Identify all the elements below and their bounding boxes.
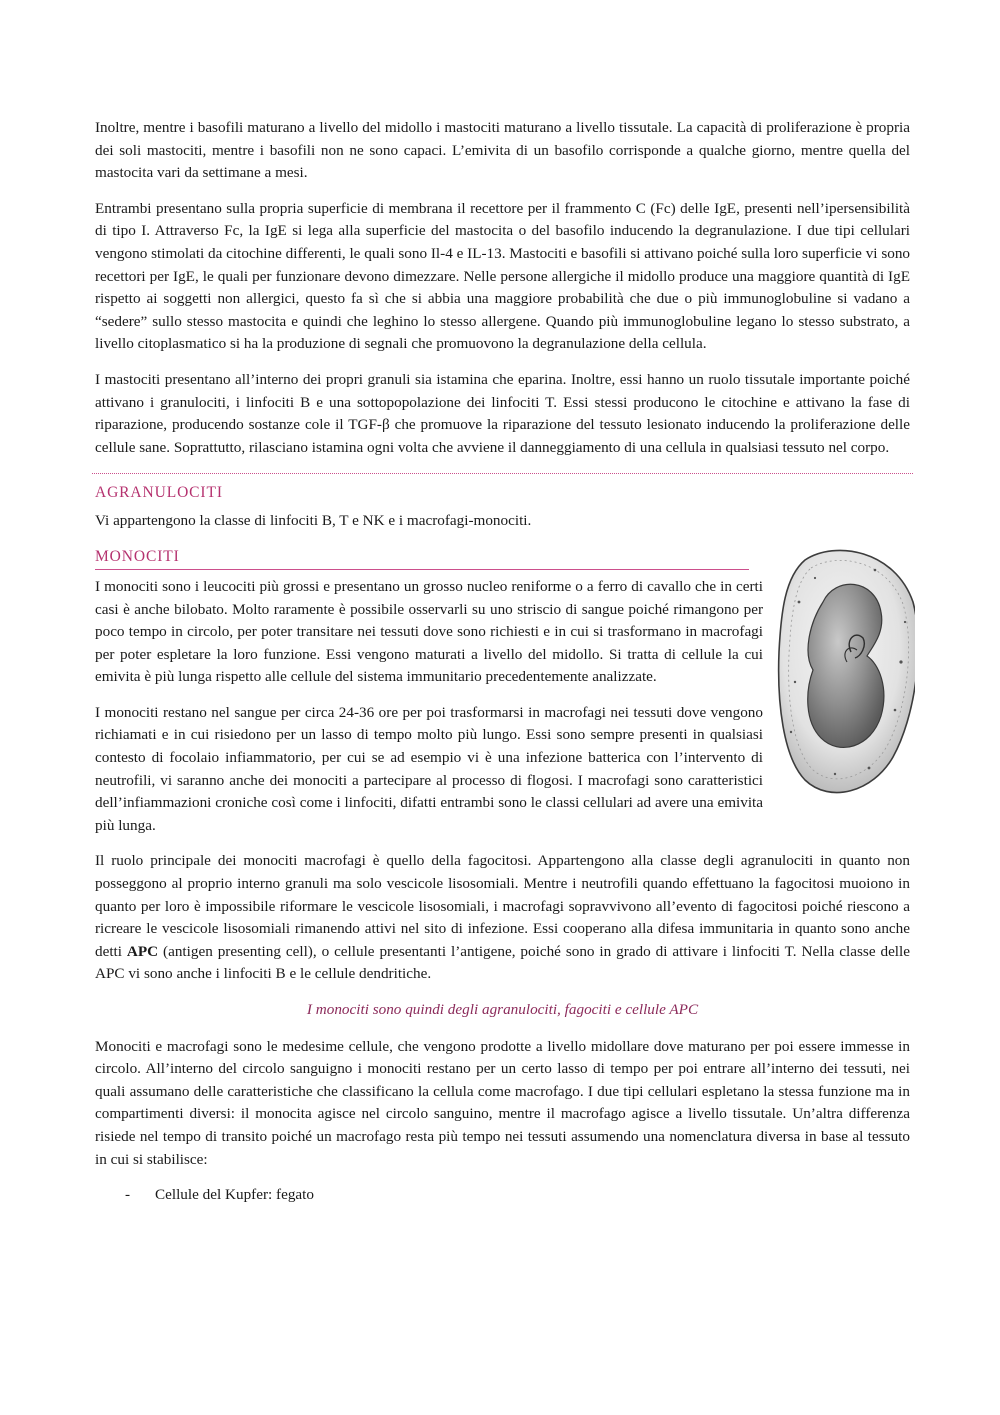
monocyte-illustration-icon (775, 542, 915, 804)
tissue-list (95, 1184, 910, 1207)
paragraph-fagocitosi-text: Il ruolo principale dei monociti macrofagi è quello della fagocitosi. Appartengono alla classe degli agranulociti in quanto non posseggono al proprio interno granuli ma solo vescicole lisosomiali. Mentre i neutrofili quando effettuano la fagocitosi muoiono in quanto per loro è impossibile riformare le vescicole lisosomiali, i macrofagi sopravvivono all’evento di fagocitosi poiché riescono a ricreare le vescicole lisosomiali rimanendo attivi nel sito di infezione. Essi cooperano alla difesa immunitaria in quanto sono anche detti (95, 852, 910, 960)
section-divider (92, 473, 913, 474)
paragraph-mastociti-granuli: I mastociti presentano all’interno dei propri granuli sia istamina che eparina. Inoltre, essi hanno un ruolo tissutale importante poiché attivano i granulociti, i linfociti B e una sottopopolazione dei linfociti T. Essi stessi producono le citochine e attivano la fase di riparazione, producendo sostanze cole il TGF-β che promuove la riparazione del tessuto lesionato inducendo la proliferazione delle cellule sane. Soprattutto, rilasciano istamina ogni volta che avviene il danneggiamento di una cellula in qualsiasi tessuto nel corpo. (95, 370, 910, 456)
apc-term: APC (126, 942, 159, 960)
heading-monociti: MONOCITI (95, 546, 749, 570)
paragraph-agranulociti-intro: Vi appartengono la classe di linfociti B, T e NK e i macrofagi-monociti. (95, 512, 532, 530)
paragraph-monociti-nucleo: I monociti sono i leucociti più grossi e presentano un grosso nucleo reniforme o a ferro di cavallo che in certi casi è anche bilobato. Molto raramente è possibile osservarli su uno striscio di sangue poiché rimangono per poco tempo in circolo, per poter transitare nei tessuti dove sono richiesti e in cui si trasformano in macrofagi per poter espletare la loro funzione. Essi vengono maturati a livello del midollo. Si tratta di cellule la cui emivita è più lunga rispetto alle cellule del sistema immunitario precedentemente analizzate. (95, 577, 763, 686)
paragraph-monociti-sangue: I monociti restano nel sangue per circa 24-36 ore per poi trasformarsi in macrofagi nei tessuti dove vengono richiamati e in cui risiedono per un lasso di tempo molto più lungo. Essi sono sempre presenti in qualsiasi contesto di focolaio infiammatorio, per cui se ad esempio vi è una infezione batterica con l’intervento di neutrofili, vi saranno anche dei monociti a partecipare al processo di flogosi. I macrofagi sono caratteristici dell’infiammazioni croniche così come i linfociti, difatti entrambi sono le classi cellulari ad avere una emivita più lunga. (95, 703, 763, 834)
paragraph-monociti-macrofagi: Monociti e macrofagi sono le medesime cellule, che vengono prodotte a livello midollare dove maturano per poi essere immesse in circolo. All’interno del circolo sanguigno i monociti restano per un certo lasso di tempo per poi entrare all’interno dei tessuti, nei quali assumano delle caratteristiche che classificano la cellula come macrofago. I due tipi cellulari espletano la stessa funzione ma in compartimenti diversi: il monocita agisce nel circolo sanguino, mentre il macrofago agisce a livello tissutale. Un’altra differenza risiede nel tempo di transito poiché un macrofago resta più tempo nei tessuti assumendo una nomenclatura diversa in base al tessuto in cui si stabilisce: (95, 1037, 910, 1168)
paragraph-fagocitosi (95, 850, 910, 986)
document-page (95, 117, 910, 1207)
list-item-text: Cellule del Kupfer: fegato (155, 1186, 314, 1204)
list-dash: - (125, 1186, 131, 1204)
paragraph-recettore-fc: Entrambi presentano sulla propria superficie di membrana il recettore per il frammento C (Fc) delle IgE, presenti nell’ipersensibilità di tipo I. Attraverso Fc, la IgE si lega alla superficie del mastocita o del basofilo inducendo la degranulazione. I due tipi cellulari vengono stimolati da citochine differenti, le quali sono Il-4 e IL-13. Mastociti e basofili si attivano poiché sulla loro superficie vi sono recettori per IgE, le quali per funzionare devono dimezzare. Nelle persone allergiche il midollo produce una maggiore quantità di IgE rispetto ai soggetti non allergici, questo fa sì che si abbia una maggiore probabilità che due o più immunoglobuline si vadano a “sedere” sullo stesso mastocita e quindi che leghino lo stesso allergene. Quando più immunoglobuline legano lo stesso substrato, a livello citoplasmatico si ha la produzione di segnali che promuovono la degranulazione della cellula. (95, 199, 911, 353)
paragraph-basofili-mastociti: Inoltre, mentre i basofili maturano a livello del midollo i mastociti maturano a livello tissutale. La capacità di proliferazione è propria dei soli mastociti, mentre i basofili non ne sono capaci. L’emivita di un basofilo corrisponde a qualche giorno, mentre quella del mastocita vari da settimane a mesi. (95, 119, 910, 182)
highlight-quote: I monociti sono quindi degli agranulociti, fagociti e cellule APC (306, 1001, 699, 1018)
list-item (95, 1184, 910, 1207)
heading-agranulociti: AGRANULOCITI (95, 484, 223, 502)
paragraph-fagocitosi-text-end: (antigen presenting cell), o cellule presentanti l’antigene, poiché sono in grado di attivare i linfociti T. Nella classe delle APC vi sono anche i linfociti B e le cellule dendritiche. (95, 942, 910, 983)
